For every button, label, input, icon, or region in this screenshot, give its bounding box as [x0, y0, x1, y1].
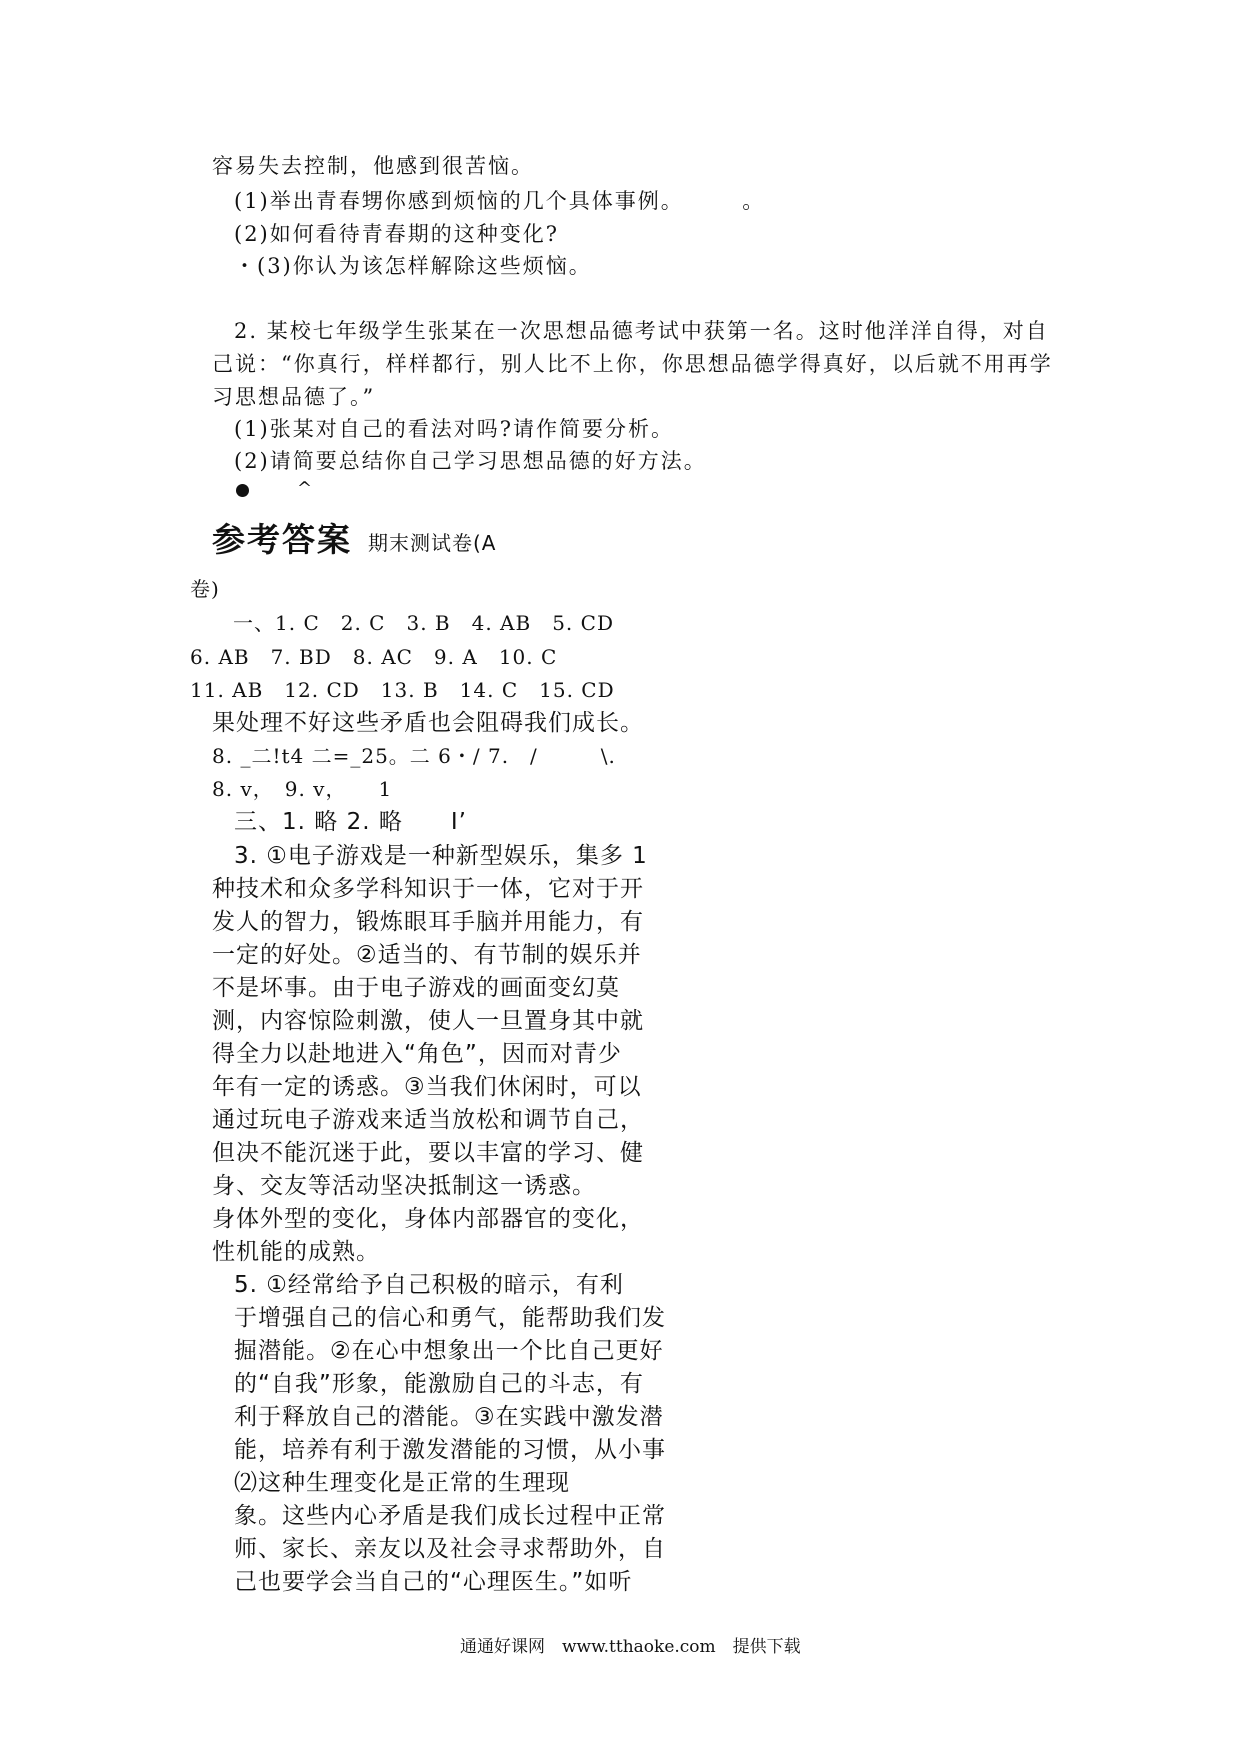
answer-subtitle-cont: 卷) [190, 577, 220, 601]
footer-credit: 通通好课网 www.tthaoke.com 提供下载 [460, 1637, 801, 1657]
answer-line: 于增强自己的信心和勇气，能帮助我们发 [234, 1305, 666, 1331]
answer-line: 测，内容惊险刺激，使人一旦置身其中就 [212, 1008, 644, 1034]
answer-line: 身体外型的变化，身体内部器官的变化， [212, 1206, 644, 1232]
answer-line: ⑵这种生理变化是正常的生理现 [234, 1470, 570, 1496]
answer-line: 不是坏事。由于电子游戏的画面变幻莫 [212, 975, 620, 1001]
answer-line: 果处理不好这些矛盾也会阻碍我们成长。 [212, 710, 644, 736]
answer-line: 能，培养有利于激发潜能的习惯，从小事 [234, 1437, 666, 1463]
paragraph-line: 容易失去控制，他感到很苦恼。 [212, 154, 534, 178]
answer-line: 但决不能沉迷于此，要以丰富的学习、健 [212, 1140, 644, 1166]
answer-line: 象。这些内心矛盾是我们成长过程中正常 [234, 1503, 666, 1529]
answer-line: 8. v， 9. v， 1 [212, 777, 393, 801]
question-text: 己说：“你真行，样样都行，别人比不上你，你思想品德学得真好，以后就不用再学 [212, 352, 1053, 376]
answer-line: 利于释放自己的潜能。③在实践中激发潜 [234, 1404, 664, 1430]
question-text: 2. 某校七年级学生张某在一次思想品德考试中获第一名。这时他洋洋自得，对自 [234, 319, 1049, 343]
question-item: (2)如何看待青春期的这种变化? [234, 222, 560, 246]
answer-line: 5. ①经常给予自己积极的暗示，有利 [234, 1272, 624, 1298]
answer-title: 参考答案 [212, 520, 352, 559]
answer-line: 3. ①电子游戏是一种新型娱乐，集多 1 [234, 843, 648, 869]
answer-line: 身、交友等活动坚决抵制这一诱惑。 [212, 1173, 596, 1199]
question-item: (1)举出青春甥你感到烦恼的几个具体事例。 。 [234, 189, 766, 213]
answer-line: 的“自我”形象，能激励自己的斗志，有 [234, 1371, 644, 1397]
answer-line: 发人的智力，锻炼眼耳手脑并用能力，有 [212, 909, 644, 935]
stray-mark: ^ [297, 478, 315, 499]
answer-line: 一定的好处。②适当的、有节制的娱乐并 [212, 942, 642, 968]
answer-line: 得全力以赴地进入“角色”，因而对青少 [212, 1041, 622, 1067]
question-text: 习思想品德了。” [212, 385, 376, 409]
answer-row: 一、1. C 2. C 3. B 4. AB 5. CD [233, 611, 614, 635]
answer-line: 性机能的成熟。 [212, 1239, 380, 1265]
answer-line: 三、1. 略 2. 略 I’ [234, 809, 467, 835]
answer-line: 师、家长、亲友以及社会寻求帮助外，自 [234, 1536, 666, 1562]
answer-line: 掘潜能。②在心中想象出一个比自己更好 [234, 1338, 664, 1364]
answer-line: 己也要学会当自己的“心理医生。”如听 [234, 1569, 633, 1595]
answer-line: 通过玩电子游戏来适当放松和调节自己， [212, 1107, 644, 1133]
question-item: (1)张某对自己的看法对吗?请作简要分析。 [234, 417, 675, 441]
bullet-dot [236, 484, 249, 497]
question-item: (2)请简要总结你自己学习思想品德的好方法。 [234, 449, 707, 473]
answer-row: 6. AB 7. BD 8. AC 9. A 10. C [190, 645, 558, 669]
answer-subtitle: 期末测试卷(A [368, 531, 497, 555]
answer-line: 年有一定的诱惑。③当我们休闲时，可以 [212, 1074, 642, 1100]
question-item: ・(3)你认为该怎样解除这些烦恼。 [234, 254, 592, 278]
answer-row: 11. AB 12. CD 13. B 14. C 15. CD [190, 678, 615, 702]
answer-line: 种技术和众多学科知识于一体，它对于开 [212, 876, 644, 902]
answer-line: 8. _二!t4 二=_25。二 6・/ 7. / \. [212, 744, 616, 768]
